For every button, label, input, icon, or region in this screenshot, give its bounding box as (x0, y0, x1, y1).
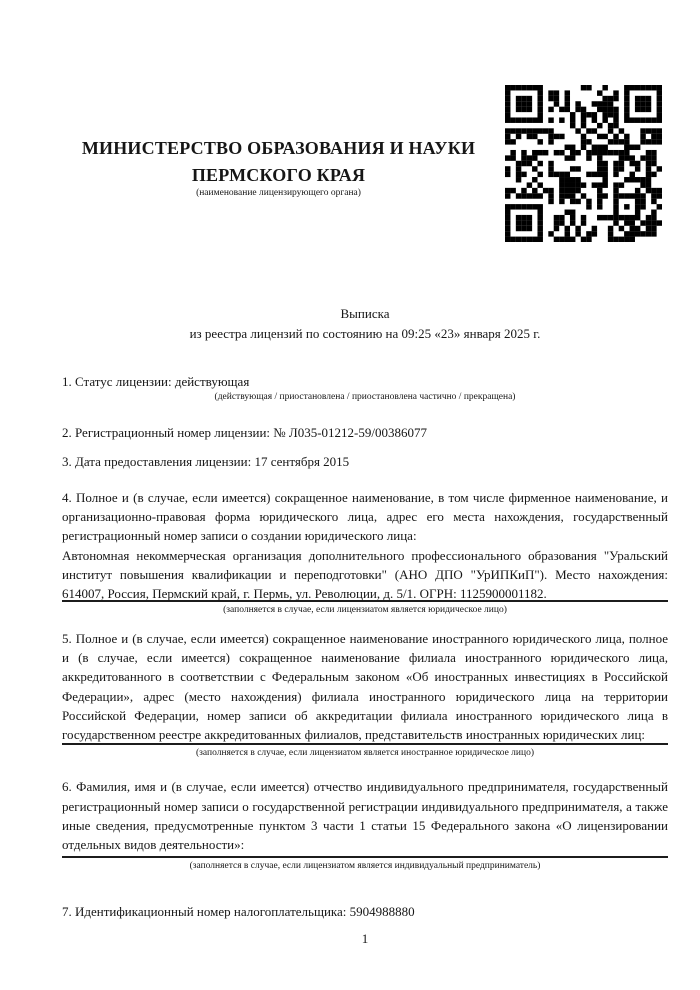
item-taxpayer-number: 7. Идентификационный номер налогоплательщика: 5904988880 (62, 903, 415, 919)
entrepreneur-hint: (заполняется в случае, если лицензиатом является индивидуальный предприниматель) (189, 860, 541, 871)
item-entrepreneur-heading: 6. Фамилия, имя и (в случае, если имеется) отчество индивидуального предпринимателя, государственный регистрационный номер записи о государственной регистрации индивидуального предпринимателя, а также иные сведения, предусмотренные пунктом 3 части 1 статьи 15 Федерального закона «О лицензировании отдельных видов деятельности»: (62, 779, 668, 853)
item-legal-entity-value: Автономная некоммерческая организация дополнительного профессионального образования "Уральский институт повышения квалификации и переподготовки" (АНО ДПО "УрИПКиП"). Место нахождения: 614007, Россия, Пермский край, г. Пермь, ул. Революции, д. 5/1. ОГРН: 1125900001182. (62, 547, 668, 602)
page-number: 1 (361, 930, 369, 946)
item-license-status: 1. Статус лицензии: действующая (62, 374, 250, 389)
license-status-hint: (действующая / приостановлена / приостановлена частично / прекращена) (214, 392, 516, 403)
ministry-name-line1: МИНИСТЕРСТВО ОБРАЗОВАНИЯ И НАУКИ (81, 138, 476, 158)
document-title (62, 304, 668, 344)
licensing-authority-block (62, 135, 495, 199)
title-line2: из реестра лицензий по состоянию на 09:25 «23» января 2025 г. (189, 326, 541, 341)
entrepreneur-rule (62, 856, 668, 858)
foreign-entity-hint: (заполняется в случае, если лицензиатом является иностранное юридическое лицо) (196, 748, 534, 759)
legal-entity-hint: (заполняется в случае, если лицензиатом является юридическое лицо) (223, 604, 507, 615)
document-header (62, 85, 668, 242)
item-legal-entity-heading: 4. Полное и (в случае, если имеется) сокращенное наименование, в том числе фирменное наименование, и организационно-правовая форма юридического лица, адрес его места нахождения, государственный регистрационный номер записи о создании юридического лица: (62, 489, 668, 544)
qr-code-icon (505, 85, 662, 242)
item-license-date: 3. Дата предоставления лицензии: 17 сентября 2015 (62, 453, 350, 469)
licensing-authority-caption: (наименование лицензирующего органа) (196, 188, 361, 198)
item-foreign-entity-heading: 5. Полное и (в случае, если имеется) сокращенное наименование иностранного юридического лица, полное и (в случае, если имеется) сокращенное наименование филиала иностранного юридического лица, аккредитованного в соответствии с Федеральным законом «Об иностранных инвестициях в Российской Федерации», адрес (место нахождения) филиала иностранного юридического лица на территории Российской Федерации, номер записи об аккредитации филиала иностранного юридического лица в государственном реестре аккредитованных филиалов, представительств иностранных юридических лиц: (62, 630, 668, 743)
ministry-name-line2: ПЕРМСКОГО КРАЯ (191, 165, 366, 185)
title-line1: Выписка (340, 306, 390, 321)
item-registration-number: 2. Регистрационный номер лицензии: № Л035-01212-59/00386077 (62, 425, 428, 441)
